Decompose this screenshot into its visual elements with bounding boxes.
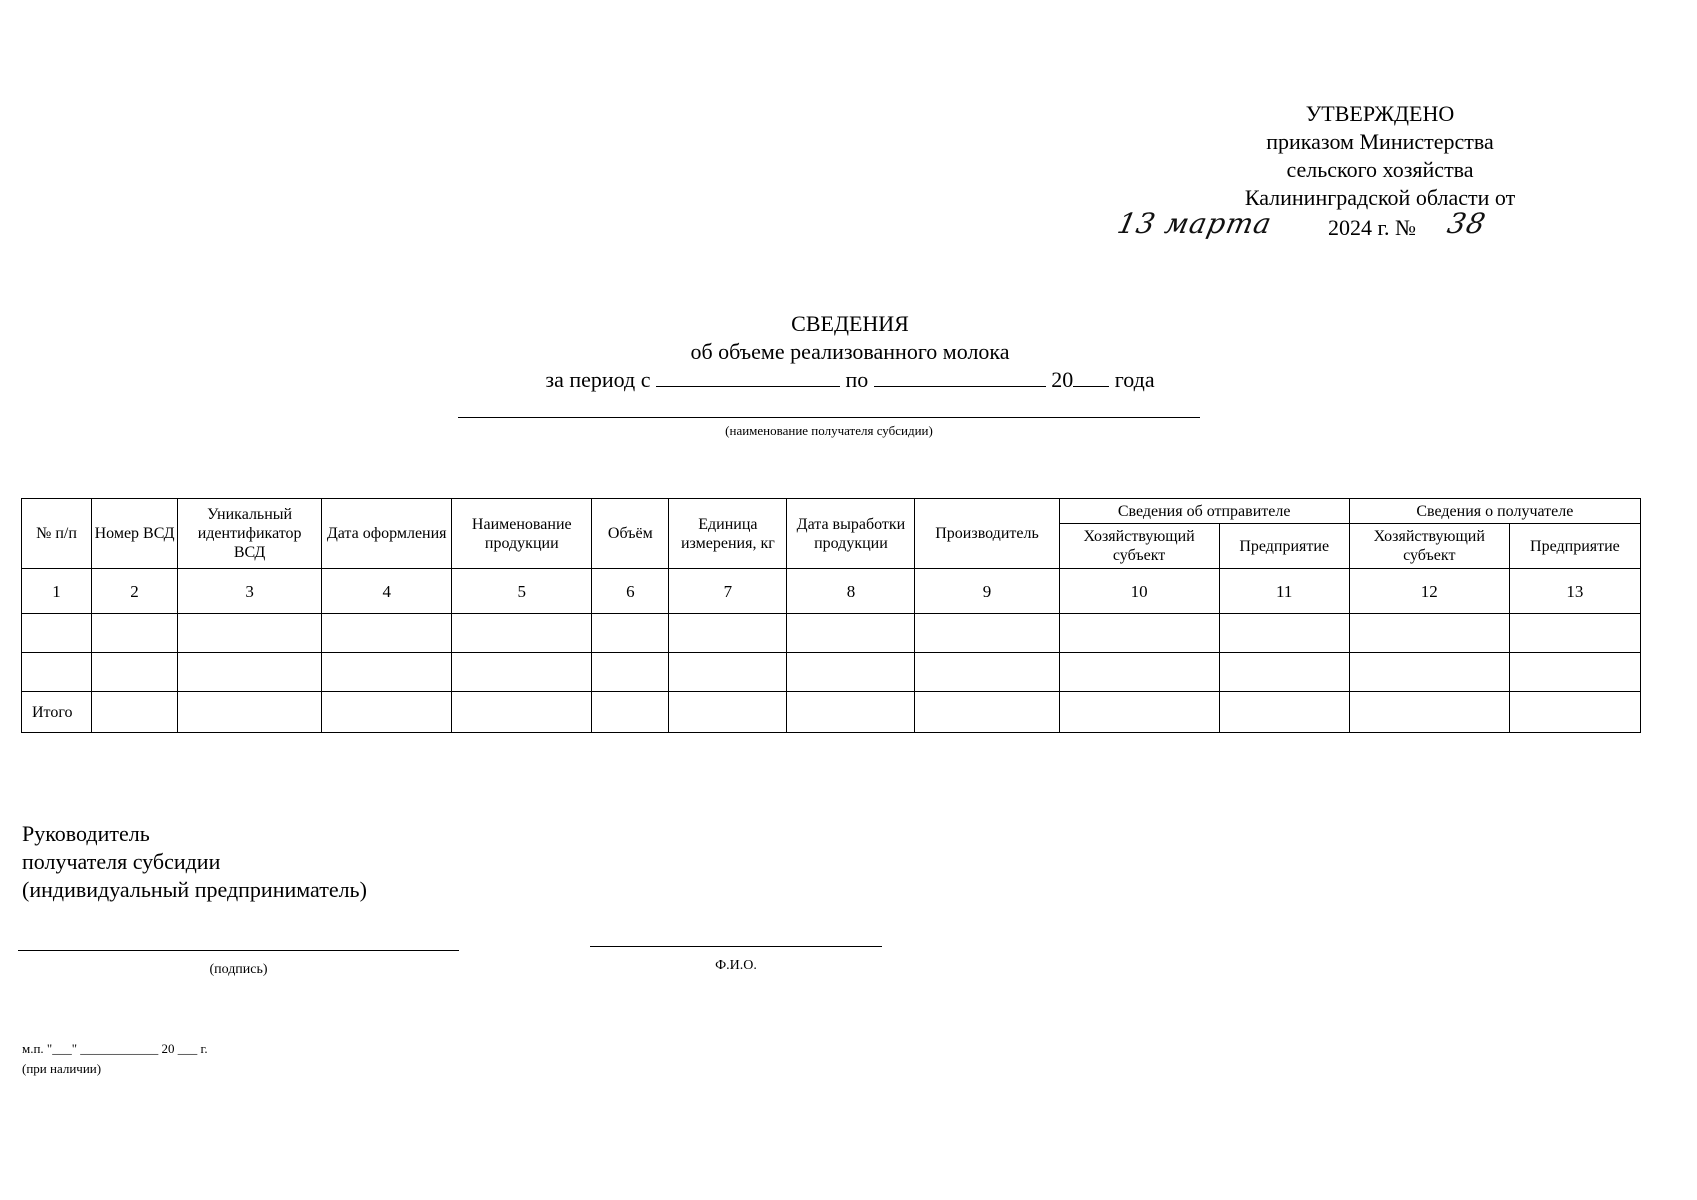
table-cell[interactable] <box>178 653 322 692</box>
header-unit: Единица измерения, кг <box>669 499 787 569</box>
header-receiver-enterprise: Предприятие <box>1509 524 1640 569</box>
table-cell[interactable] <box>452 692 592 733</box>
table-cell[interactable] <box>787 692 915 733</box>
header-sender-entity: Хозяйствующий субъект <box>1059 524 1219 569</box>
header-sender-enterprise: Предприятие <box>1219 524 1349 569</box>
table-cell[interactable] <box>178 692 322 733</box>
column-number: 1 <box>22 569 92 614</box>
column-number: 6 <box>592 569 669 614</box>
column-number: 13 <box>1509 569 1640 614</box>
table-cell[interactable] <box>1349 653 1509 692</box>
table-cell[interactable] <box>322 653 452 692</box>
header-issue-date: Дата оформления <box>322 499 452 569</box>
table-cell[interactable] <box>1509 653 1640 692</box>
table-cell[interactable] <box>669 653 787 692</box>
handwritten-order-number: 38 <box>1444 207 1490 240</box>
milk-sales-table <box>21 498 1641 733</box>
header-vsd-number: Номер ВСД <box>92 499 178 569</box>
column-number: 12 <box>1349 569 1509 614</box>
table-cell[interactable] <box>1219 692 1349 733</box>
approval-line-3: Калининградской области от <box>1244 185 1516 210</box>
head-of-recipient-block <box>22 820 367 904</box>
head-line-2: получателя субсидии <box>22 849 221 874</box>
period-suffix: года <box>1114 367 1155 392</box>
total-label: Итого <box>22 692 92 733</box>
handwritten-date: 13 марта <box>1114 207 1276 240</box>
table-cell[interactable] <box>592 614 669 653</box>
table-row <box>22 614 1641 653</box>
approval-year-number-label: 2024 г. № <box>1328 215 1417 240</box>
header-row-number: № п/п <box>22 499 92 569</box>
table-cell[interactable] <box>22 653 92 692</box>
table-cell[interactable] <box>1509 614 1640 653</box>
approval-date-line <box>1114 205 1518 245</box>
table-cell[interactable] <box>915 653 1059 692</box>
table-cell[interactable] <box>452 653 592 692</box>
table-cell[interactable] <box>787 614 915 653</box>
table-cell[interactable] <box>1059 692 1219 733</box>
table-cell[interactable] <box>92 614 178 653</box>
approval-line-1: приказом Министерства <box>1266 129 1494 154</box>
approval-heading: УТВЕРЖДЕНО <box>1305 101 1455 126</box>
header-sender-group: Сведения об отправителе <box>1059 499 1349 524</box>
period-mid: по <box>845 367 869 392</box>
column-number: 7 <box>669 569 787 614</box>
total-row <box>22 692 1641 733</box>
column-number: 4 <box>322 569 452 614</box>
header-product-name: Наименование продукции <box>452 499 592 569</box>
header-volume: Объём <box>592 499 669 569</box>
column-number: 8 <box>787 569 915 614</box>
document-title <box>420 310 1280 394</box>
table-cell[interactable] <box>322 692 452 733</box>
table-cell[interactable] <box>592 692 669 733</box>
head-line-3: (индивидуальный предприниматель) <box>22 877 367 902</box>
column-number: 2 <box>92 569 178 614</box>
table-cell[interactable] <box>178 614 322 653</box>
header-receiver-group: Сведения о получателе <box>1349 499 1640 524</box>
column-number: 10 <box>1059 569 1219 614</box>
table-cell[interactable] <box>669 614 787 653</box>
signature-line[interactable] <box>18 950 459 951</box>
signature-caption: (подпись) <box>209 962 268 977</box>
header-producer: Производитель <box>915 499 1059 569</box>
table-cell[interactable] <box>1059 614 1219 653</box>
table-cell[interactable] <box>592 653 669 692</box>
recipient-name-line[interactable] <box>458 417 1200 418</box>
recipient-caption: (наименование получателя субсидии) <box>725 423 933 438</box>
table-cell[interactable] <box>92 692 178 733</box>
period-to-blank[interactable] <box>874 366 1046 387</box>
table-cell[interactable] <box>92 653 178 692</box>
table-cell[interactable] <box>1059 653 1219 692</box>
table-cell[interactable] <box>669 692 787 733</box>
header-production-date: Дата выработки продукции <box>787 499 915 569</box>
table-cell[interactable] <box>22 614 92 653</box>
table-cell[interactable] <box>915 614 1059 653</box>
table-cell[interactable] <box>787 653 915 692</box>
table-cell[interactable] <box>452 614 592 653</box>
approval-block <box>1190 100 1570 212</box>
fio-caption: Ф.И.О. <box>715 958 757 973</box>
column-number: 9 <box>915 569 1059 614</box>
table-cell[interactable] <box>322 614 452 653</box>
table-cell[interactable] <box>1509 692 1640 733</box>
stamp-date-line: м.п. "___" ____________ 20 ___ г. <box>22 1041 208 1056</box>
table-cell[interactable] <box>1219 653 1349 692</box>
period-line <box>420 366 1280 394</box>
table-cell[interactable] <box>915 692 1059 733</box>
table-cell[interactable] <box>1349 692 1509 733</box>
table-cell[interactable] <box>1349 614 1509 653</box>
period-prefix: за период с <box>545 367 651 392</box>
header-receiver-entity: Хозяйствующий субъект <box>1349 524 1509 569</box>
period-from-blank[interactable] <box>656 366 840 387</box>
table-row <box>22 653 1641 692</box>
column-number: 11 <box>1219 569 1349 614</box>
period-year-blank[interactable] <box>1073 366 1109 387</box>
head-line-1: Руководитель <box>22 821 150 846</box>
column-number-row <box>22 569 1641 614</box>
column-number: 5 <box>452 569 592 614</box>
period-year: 20 <box>1051 367 1074 392</box>
header-vsd-id: Уникальный идентификатор ВСД <box>178 499 322 569</box>
column-number: 3 <box>178 569 322 614</box>
table-cell[interactable] <box>1219 614 1349 653</box>
title-heading: СВЕДЕНИЯ <box>791 311 909 336</box>
fio-line[interactable] <box>590 946 882 947</box>
title-subheading: об объеме реализованного молока <box>690 339 1010 364</box>
stamp-note: (при наличии) <box>22 1061 102 1076</box>
approval-line-2: сельского хозяйства <box>1286 157 1474 182</box>
